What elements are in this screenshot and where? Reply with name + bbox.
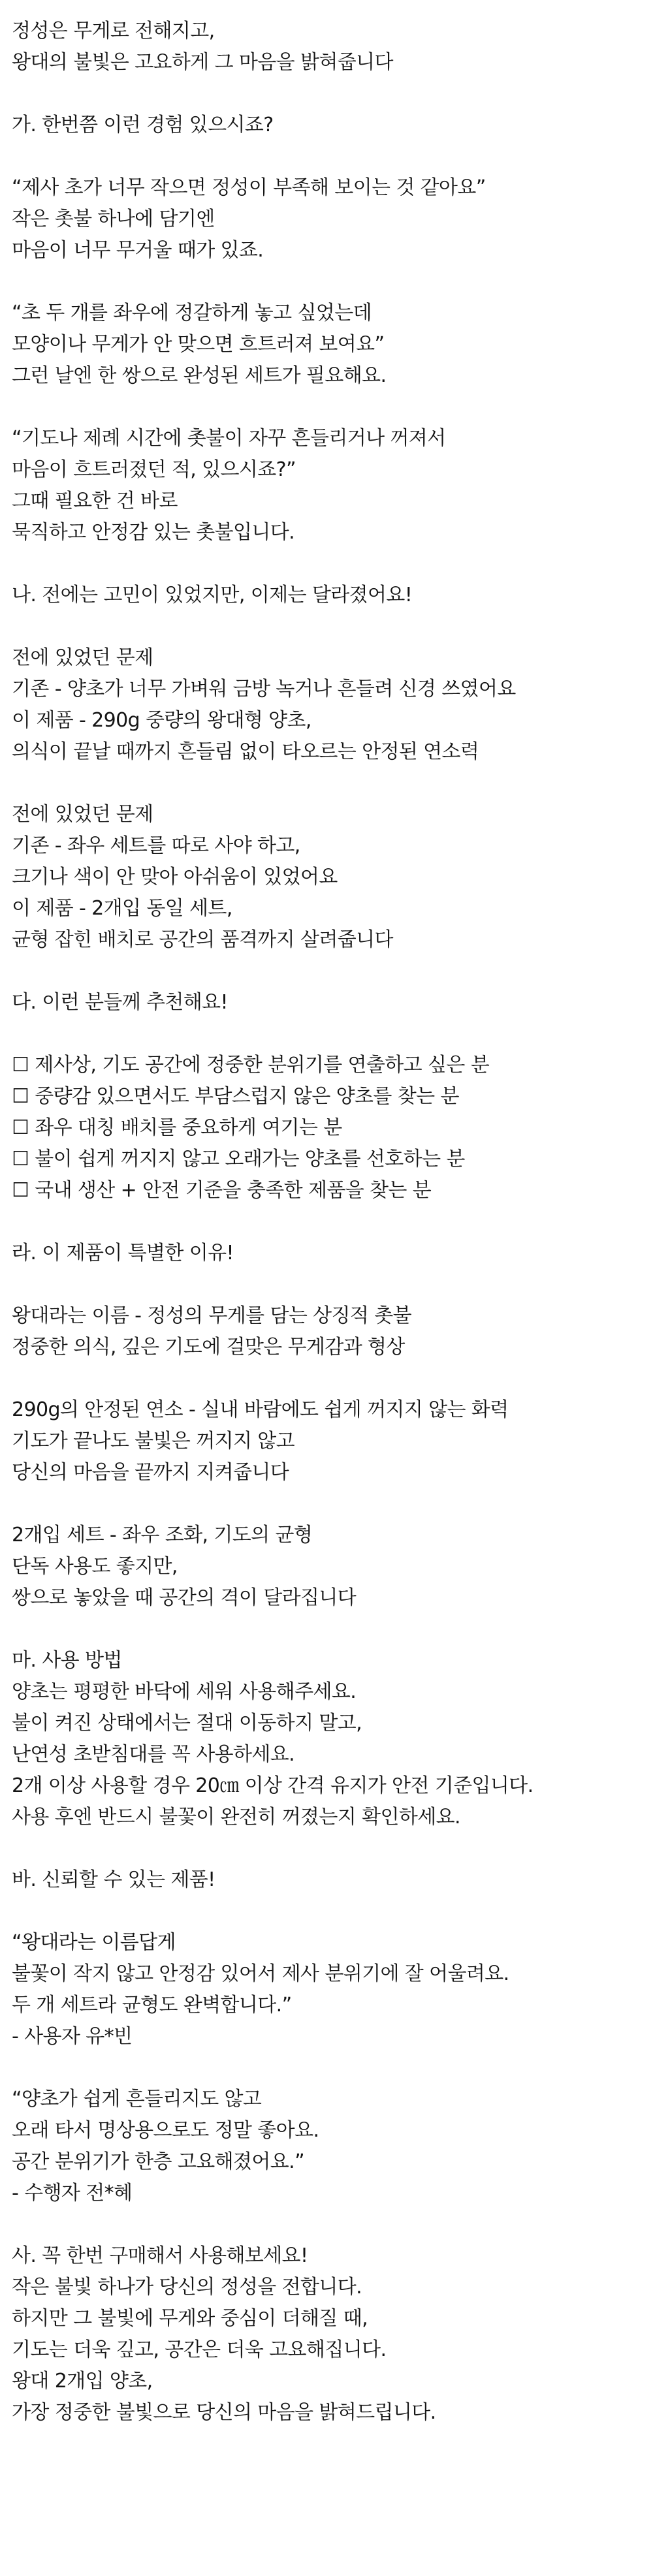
- checklist-item: ☐ 중량감 있으면서도 부담스럽지 않은 양초를 찾는 분: [12, 1085, 459, 1108]
- text-line: 이 제품 - 290g 중량의 왕대형 양초,: [12, 709, 311, 732]
- closing-line: 기도는 더욱 깊고, 공간은 더욱 고요해집니다.: [12, 2338, 387, 2361]
- intro-line: 왕대의 불빛은 고요하게 그 마음을 밝혀줍니다: [12, 51, 393, 74]
- text-line: 균형 잡힌 배치로 공간의 품격까지 살려줍니다: [12, 928, 393, 951]
- text-line: 작은 촛불 하나에 담기엔: [12, 208, 215, 230]
- section-ba: [12, 1864, 645, 2209]
- section-heading: 바. 신뢰할 수 있는 제품!: [12, 1868, 215, 1891]
- section-heading: 다. 이런 분들께 추천해요!: [12, 991, 228, 1014]
- text-line: 마음이 너무 무거울 때가 있죠.: [12, 239, 264, 262]
- review-text: 공간 분위기가 한층 고요해졌어요.”: [12, 2150, 305, 2173]
- review-text: 두 개 세트라 균형도 완벽합니다.”: [12, 1994, 292, 2017]
- section-heading: 마. 사용 방법: [12, 1649, 122, 1672]
- section-ra: [12, 1238, 645, 1614]
- text-line: 정중한 의식, 깊은 기도에 걸맞은 무게감과 형상: [12, 1336, 405, 1359]
- section-heading: 라. 이 제품이 특별한 이유!: [12, 1242, 234, 1264]
- text-line: 당신의 마음을 끝까지 지켜줍니다: [12, 1461, 289, 1484]
- quote-line: “초 두 개를 좌우에 정갈하게 놓고 싶었는데: [12, 302, 372, 324]
- section-ma: [12, 1645, 645, 1833]
- closing-line: 왕대 2개입 양초,: [12, 2370, 153, 2393]
- instruction-line: 난연성 초받침대를 꼭 사용하세요.: [12, 1743, 295, 1766]
- text-line: 묵직하고 안정감 있는 촛불입니다.: [12, 521, 295, 544]
- review-text: “양초가 쉽게 흔들리지도 않고: [12, 2088, 262, 2111]
- section-da: [12, 987, 645, 1206]
- text-line: 단독 사용도 좋지만,: [12, 1555, 178, 1578]
- text-line: 전에 있었던 문제: [12, 803, 153, 826]
- instruction-line: 사용 후엔 반드시 불꽃이 완전히 꺼졌는지 확인하세요.: [12, 1806, 460, 1829]
- closing-line: 작은 불빛 하나가 당신의 정성을 전합니다.: [12, 2276, 362, 2299]
- text-line: 쌍으로 놓았을 때 공간의 격이 달라집니다: [12, 1586, 357, 1609]
- section-heading: 나. 전에는 고민이 있었지만, 이제는 달라졌어요!: [12, 584, 413, 606]
- text-line: 2개입 세트 - 좌우 조화, 기도의 균형: [12, 1524, 313, 1547]
- review-text: “왕대라는 이름답게: [12, 1931, 176, 1954]
- closing-line: 하지만 그 불빛에 무게와 중심이 더해질 때,: [12, 2307, 368, 2330]
- instruction-line: 불이 켜진 상태에서는 절대 이동하지 말고,: [12, 1712, 362, 1735]
- quote-line: 모양이나 무게가 안 맞으면 흐트러져 보여요”: [12, 333, 385, 356]
- quote-line: “제사 초가 너무 작으면 정성이 부족해 보이는 것 같아요”: [12, 176, 486, 199]
- checklist-item: ☐ 제사상, 기도 공간에 정중한 분위기를 연출하고 싶은 분: [12, 1054, 490, 1076]
- instruction-line: 양초는 평평한 바닥에 세워 사용해주세요.: [12, 1680, 357, 1703]
- checklist-item: ☐ 국내 생산 + 안전 기준을 충족한 제품을 찾는 분: [12, 1179, 432, 1202]
- text-line: 290g의 안정된 연소 - 실내 바람에도 쉽게 꺼지지 않는 화력: [12, 1398, 509, 1421]
- text-line: 왕대라는 이름 - 정성의 무게를 담는 상징적 촛불: [12, 1304, 411, 1327]
- text-line: 의식이 끝날 때까지 흔들림 없이 타오르는 안정된 연소력: [12, 740, 479, 763]
- review-author: - 수행자 전*혜: [12, 2182, 133, 2205]
- section-heading: 사. 꼭 한번 구매해서 사용해보세요!: [12, 2244, 308, 2267]
- section-heading: 가. 한번쯤 이런 경험 있으시죠?: [12, 114, 274, 136]
- review-text: 오래 타서 명상용으로도 정말 좋아요.: [12, 2119, 319, 2142]
- product-description: [12, 16, 645, 2428]
- instruction-line: 2개 이상 사용할 경우 20㎝ 이상 간격 유지가 안전 기준입니다.: [12, 1774, 534, 1797]
- closing-line: 가장 정중한 불빛으로 당신의 마음을 밝혀드립니다.: [12, 2401, 436, 2424]
- review-author: - 사용자 유*빈: [12, 2025, 133, 2048]
- section-ga: [12, 110, 645, 548]
- text-line: 기존 - 양초가 너무 가벼워 금방 녹거나 흔들려 신경 쓰였어요: [12, 678, 516, 700]
- review-text: 불꽃이 작지 않고 안정감 있어서 제사 분위기에 잘 어울려요.: [12, 1962, 509, 1985]
- review: [12, 2084, 645, 2209]
- checklist-item: ☐ 좌우 대칭 배치를 중요하게 여기는 분: [12, 1116, 342, 1139]
- text-line: 기존 - 좌우 세트를 따로 사야 하고,: [12, 834, 300, 857]
- quote-line: “기도나 제례 시간에 촛불이 자꾸 흔들리거나 꺼져서: [12, 427, 446, 450]
- text-line: 크기나 색이 안 맞아 아쉬움이 있었어요: [12, 866, 338, 888]
- text-line: 이 제품 - 2개입 동일 세트,: [12, 897, 232, 920]
- intro-line: 정성은 무게로 전해지고,: [12, 20, 215, 42]
- checklist-item: ☐ 불이 쉽게 꺼지지 않고 오래가는 양초를 선호하는 분: [12, 1148, 465, 1170]
- intro-block: [12, 16, 645, 78]
- review: [12, 1927, 645, 2052]
- text-line: 그런 날엔 한 쌍으로 완성된 세트가 필요해요.: [12, 364, 387, 387]
- quote-line: 마음이 흐트러졌던 적, 있으시죠?”: [12, 458, 296, 481]
- text-line: 기도가 끝나도 불빛은 꺼지지 않고: [12, 1430, 295, 1453]
- section-sa: [12, 2240, 645, 2428]
- section-na: [12, 580, 645, 956]
- text-line: 그때 필요한 건 바로: [12, 490, 178, 512]
- text-line: 전에 있었던 문제: [12, 646, 153, 669]
